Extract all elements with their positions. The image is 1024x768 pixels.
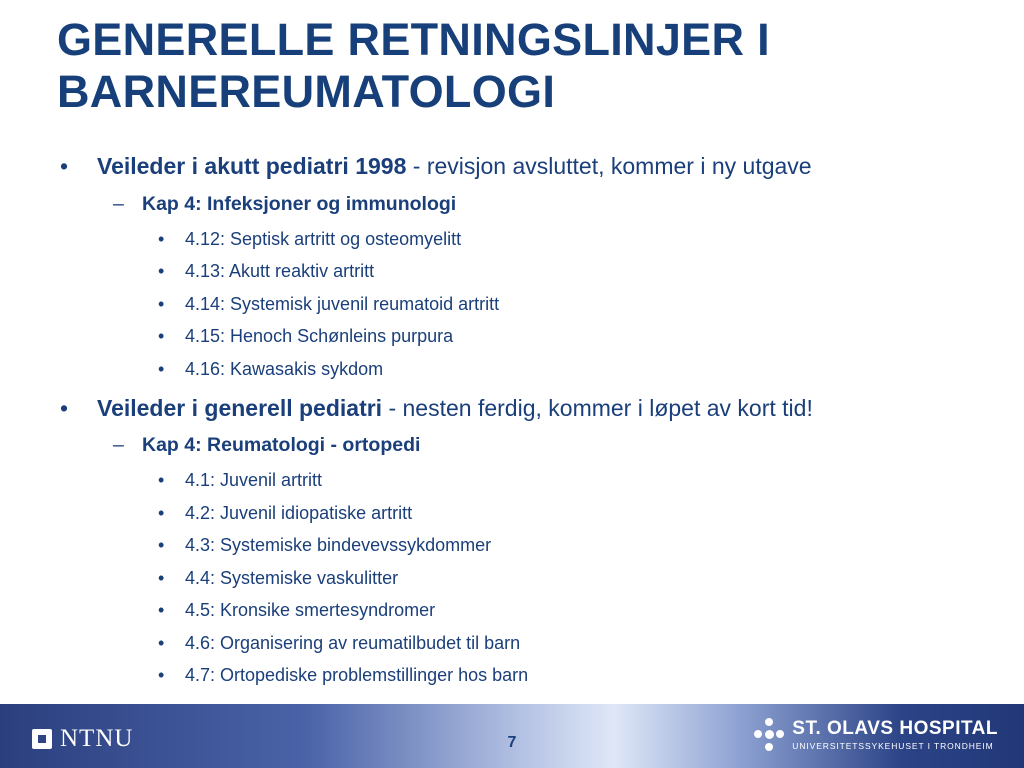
section-title: Veileder i generell pediatri xyxy=(97,395,383,421)
slide-title: GENERELLE RETNINGSLINJER I BARNEREUMATOLOGI xyxy=(57,14,770,117)
hospital-subtitle: UNIVERSITETSSYKEHUSET I TRONDHEIM xyxy=(792,741,994,751)
st-olavs-logo xyxy=(754,718,998,752)
bullet-icon: • xyxy=(60,153,69,179)
bullet-icon: • xyxy=(158,470,165,490)
bullet-icon: • xyxy=(158,503,165,523)
bullet-icon: • xyxy=(158,535,165,555)
hospital-name: ST. OLAVS HOSPITAL xyxy=(792,718,998,739)
list-item-text: 4.15: Henoch Schønleins purpura xyxy=(185,326,454,346)
dash-bullet-icon: – xyxy=(113,193,124,215)
list-item-text: 4.12: Septisk artritt og osteomyelitt xyxy=(185,229,462,249)
section-title: Veileder i akutt pediatri 1998 xyxy=(97,153,407,179)
section-heading xyxy=(97,153,812,180)
section-note: - revisjon avsluttet, kommer i ny utgave xyxy=(406,153,812,179)
list-item-text: 4.3: Systemiske bindevevssykdommer xyxy=(185,535,492,555)
bullet-icon: • xyxy=(158,600,165,620)
list-item-text: 4.7: Ortopediske problemstillinger hos barn xyxy=(185,665,529,685)
footer-bar xyxy=(0,704,1024,768)
page-number: 7 xyxy=(507,734,517,751)
dash-bullet-icon: – xyxy=(113,434,124,456)
bullet-icon: • xyxy=(158,326,165,346)
bullet-icon: • xyxy=(158,229,165,249)
bullet-icon: • xyxy=(158,359,165,379)
list-item-text: 4.16: Kawasakis sykdom xyxy=(185,359,384,379)
ntnu-logo-text: NTNU xyxy=(60,725,134,752)
bullet-icon: • xyxy=(158,633,165,653)
chapter-title: Kap 4: Reumatologi - ortopedi xyxy=(142,434,421,456)
list-item-text: 4.13: Akutt reaktiv artritt xyxy=(185,261,375,281)
bullet-icon: • xyxy=(60,395,69,421)
bullet-icon: • xyxy=(158,261,165,281)
section-heading xyxy=(97,395,813,422)
list-item-text: 4.1: Juvenil artritt xyxy=(185,470,323,490)
list-item-text: 4.5: Kronsike smertesyndromer xyxy=(185,600,436,620)
list-item-text: 4.6: Organisering av reumatilbudet til barn xyxy=(185,633,521,653)
chapter-title: Kap 4: Infeksjoner og immunologi xyxy=(142,193,457,215)
bullet-icon: • xyxy=(158,665,165,685)
list-item-text: 4.2: Juvenil idiopatiske artritt xyxy=(185,503,413,523)
section-note: - nesten ferdig, kommer i løpet av kort tid! xyxy=(382,395,813,421)
list-item-text: 4.4: Systemiske vaskulitter xyxy=(185,568,399,588)
bullet-icon: • xyxy=(158,568,165,588)
list-item-text: 4.14: Systemisk juvenil reumatoid artritt xyxy=(185,294,500,314)
dots-cross-icon xyxy=(754,718,784,752)
bullet-icon: • xyxy=(158,294,165,314)
